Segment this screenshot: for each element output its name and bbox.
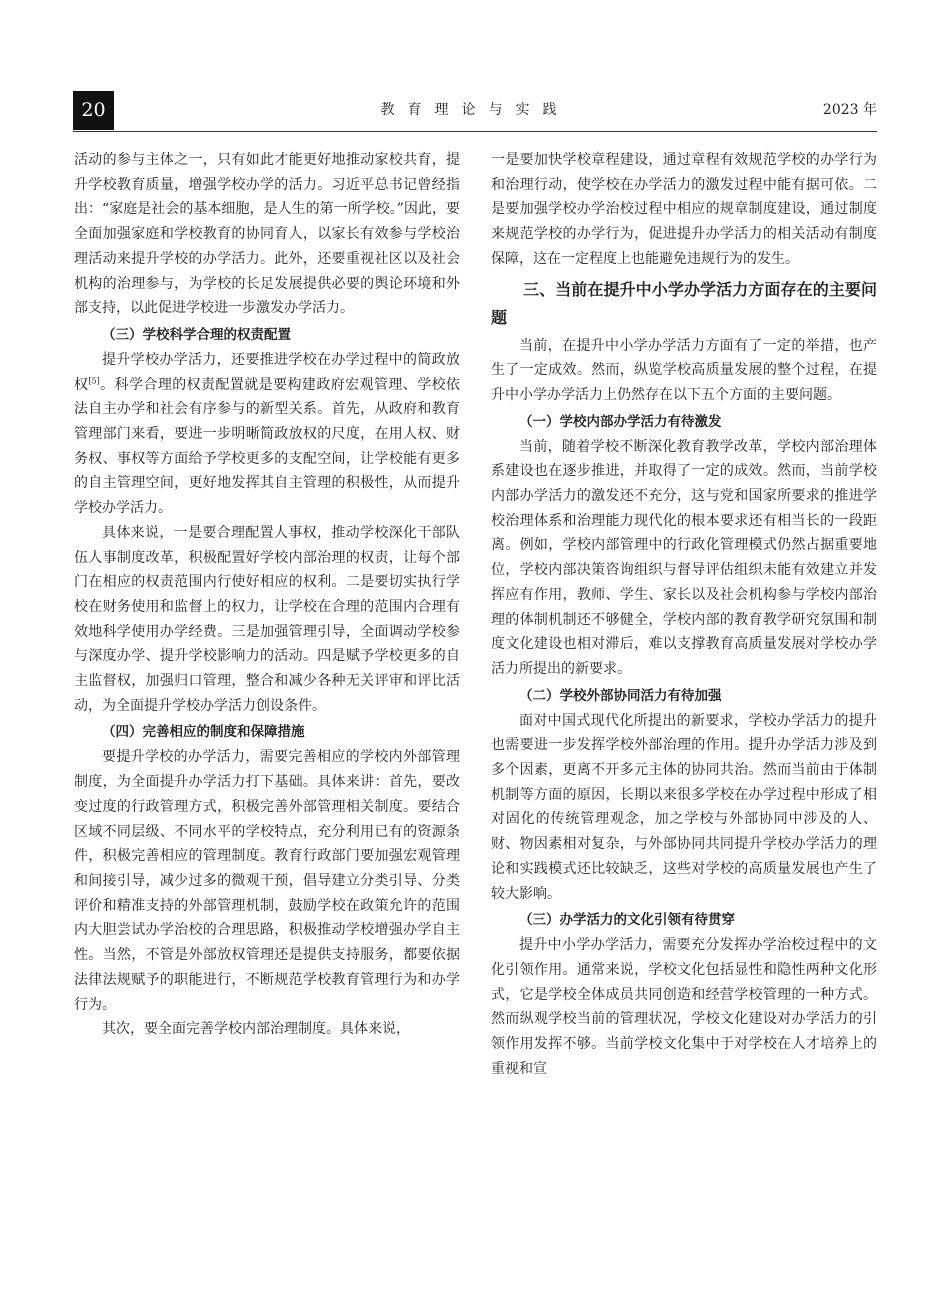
paragraph-text: 提升学校办学活力，还要推进学校在办学过程中的简政放权	[74, 351, 460, 393]
paragraph: 要提升学校的办学活力，需要完善相应的学校内外部管理制度，为全面提升办学活力打下基础。具体来讲：首先，要改变过度的行政管理方式，积极完善外部管理相关制度。要结合区域不同层级、不同水平的学校特点，充分利用已有的资源条件，积极完善相应的管理制度。教育行政部门要加强宏观管理和间接引导，减少过多的微观干预，倡导建立分类引导、分类评价和精准支持的外部管理机制，鼓励学校在政策允许的范围内大胆尝试办学治校的合理思路，积极推动学校增强办学自主性。当然，不管是外部放权管理还是提供支持服务，都要依据法律法规赋予的职能进行，不断规范学校教育管理行为和办学行为。	[74, 749, 460, 1013]
paragraph: 面对中国式现代化所提出的新要求，学校办学活力的提升也需要进一步发挥学校外部治理的作用。提升办学活力涉及到多个因素，更离不开多元主体的协同共治。然而当前由于体制机制等方面的原因，长期以来很多学校在办学过程中形成了相对固化的传统管理观念，加之学校与外部协同中涉及的人、财、物因素相对复杂，与外部协同共同提升学校办学活力的理论和实践模式还比较缺乏，这些对学校的高质量发展也产生了较大影响。	[491, 712, 877, 902]
citation-marker: [5]	[88, 375, 100, 385]
subsection-heading: （三）办学活力的文化引领有待贯穿	[519, 912, 735, 929]
paragraph: 当前，在提升中小学办学活力方面有了一定的举措，也产生了一定成效。然而，纵览学校高质量发展的整个过程，在提升中小学办学活力上仍然存在以下五个方面的主要问题。	[491, 337, 877, 403]
left-column	[74, 148, 460, 1042]
paragraph: 当前，随着学校不断深化教育教学改革，学校内部治理体系建设也在逐步推进，并取得了一定的成效。然而，当前学校内部办学活力的激发还不充分，这与党和国家所要求的推进学校治理体系和治理能力现代化的根本要求还有相当长的一段距离。例如，学校内部管理中的行政化管理模式仍然占据重要地位，学校内部决策咨询组织与督导评估组织未能有效建立并发挥应有作用，教师、学生、家长以及社会机构参与学校内部治理的体制机制还不够健全，学校内部的教育教学研究氛围和制度文化建设也相对滞后，难以支撑教育高质量发展对学校办学活力所提出的新要求。	[491, 438, 877, 677]
paragraph: 具体来说，一是要合理配置人事权，推动学校深化干部队伍人事制度改革，积极配置好学校内部治理的权责，让每个部门在相应的权责范围内行使好相应的权利。二是要切实执行学校在财务使用和监督上的权力，让学校在合理的范围内合理有效地科学使用办学经费。三是加强管理引导，全面调动学校参与深度办学、提升学校影响力的活动。四是赋予学校更多的自主监督权，加强归口管理，整合和减少各种无关评审和评比活动，为全面提升学校办学活力创设条件。	[74, 524, 460, 714]
header-rule	[73, 131, 877, 132]
journal-title: 教育理论与实践	[380, 102, 570, 118]
subsection-heading: （四）完善相应的制度和保障措施	[102, 724, 305, 741]
subsection-heading: （二）学校外部协同活力有待加强	[519, 687, 722, 704]
section-heading: 三、当前在提升中小学办学活力方面存在的主要问题	[491, 279, 877, 327]
publication-year: 2023 年	[822, 102, 877, 118]
paragraph: 其次，要全面完善学校内部治理制度。具体来说，	[102, 1021, 410, 1038]
subsection-heading: （三）学校科学合理的权责配置	[102, 326, 291, 343]
paragraph: 提升中小学办学活力，需要充分发挥办学治校过程中的文化引领作用。通常来说，学校文化包括显性和隐性两种文化形式，它是学校全体成员共同创造和经营学校管理的一种方式。然而纵观学校当前的管理状况，学校文化建设对办学活力的引领作用发挥不够。当前学校文化集中于对学校在人才培养上的重视和宣	[491, 937, 877, 1077]
page-number: 20	[73, 91, 114, 130]
paragraph: 一是要加快学校章程建设，通过章程有效规范学校的办学行为和治理行动，使学校在办学活力的激发过程中能有据可依。二是要加强学校办学治校过程中相应的规章制度建设，通过制度来规范学校的办学行为，促进提升办学活力的相关活动有制度保障，这在一定程度上也能避免违规行为的发生。	[491, 152, 877, 267]
paragraph: 活动的参与主体之一，只有如此才能更好地推动家校共育，提升学校教育质量，增强学校办学的活力。习近平总书记曾经指出：“家庭是社会的基本细胞，是人生的第一所学校。”因此，要全面加强家庭和学校教育的协同育人，以家长有效参与学校治理活动来提升学校的办学活力。此外，还要重视社区以及社会机构的治理参与，为学校的长足发展提供必要的舆论环境和外部支持，以此促进学校进一步激发办学活力。	[74, 152, 460, 317]
paragraph-text: 。科学合理的权责配置就是要构建政府宏观管理、学校依法自主办学和社会有序参与的新型关系。首先，从政府和教育管理部门来看，要进一步明晰简政放权的尺度，在用人权、财务权、事权等方面给予学校更多的支配空间，让学校能有更多的自主管理空间，更好地发挥其自主管理的积极性，从而提升学校办学活力。	[74, 376, 461, 517]
paragraph	[74, 348, 460, 521]
right-column	[491, 148, 877, 1082]
subsection-heading: （一）学校内部办学活力有待激发	[519, 413, 722, 430]
